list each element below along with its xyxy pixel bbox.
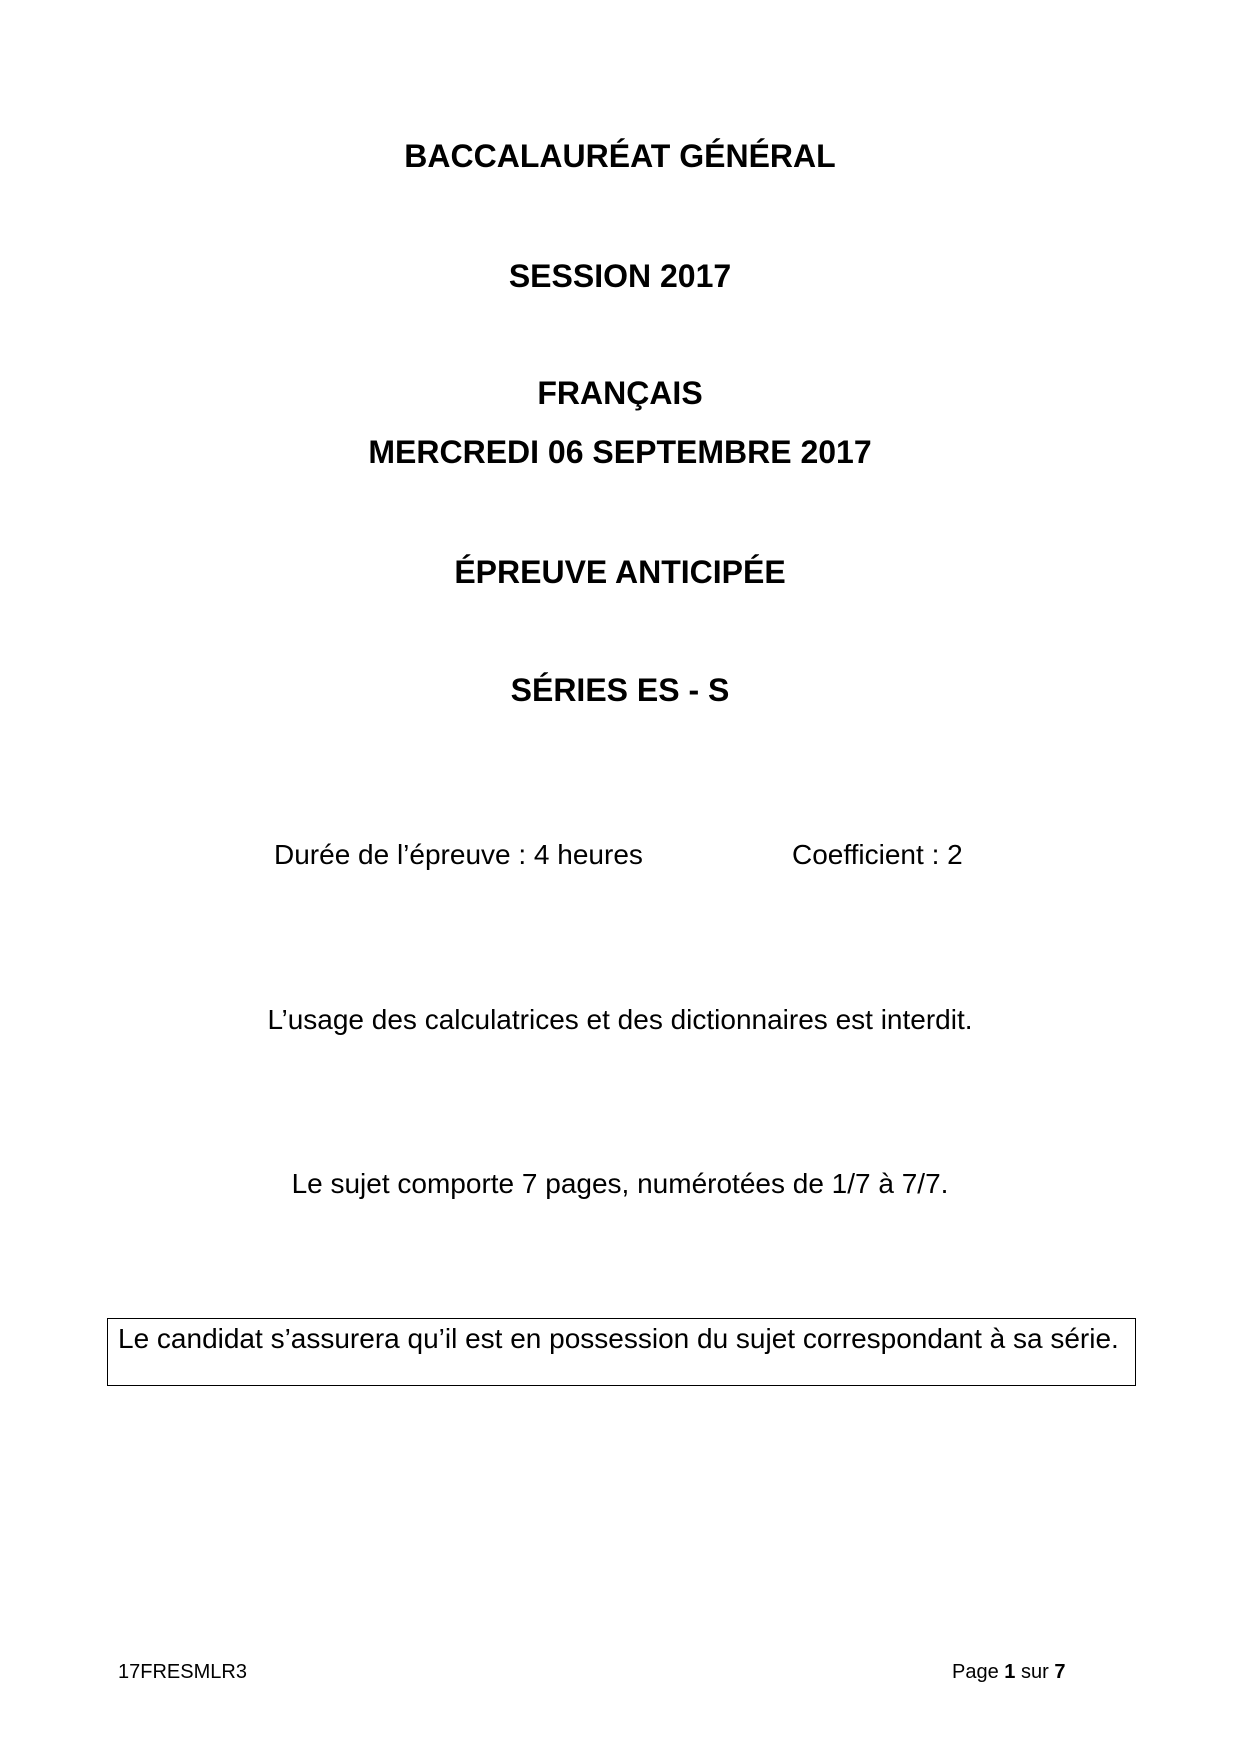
- coefficient-text: Coefficient : 2: [792, 839, 963, 870]
- page-prefix: Page: [952, 1661, 999, 1683]
- exam-type: ÉPREUVE ANTICIPÉE: [454, 554, 786, 590]
- pages-rule: Le sujet comporte 7 pages, numérotées de 1/7 à 7/7.: [291, 1168, 949, 1199]
- notice-text: Le candidat s’assurera qu’il est en possession du sujet correspondant à sa série.: [118, 1323, 1119, 1354]
- series-title: SÉRIES ES - S: [510, 672, 730, 708]
- subject-title: FRANÇAIS: [537, 375, 703, 411]
- page-separator: sur: [1020, 1661, 1049, 1683]
- duration-text: Durée de l’épreuve : 4 heures: [274, 839, 643, 870]
- document-code: 17FRESMLR3: [118, 1661, 247, 1683]
- notice-box: [107, 1318, 1136, 1386]
- exam-date: MERCREDI 06 SEPTEMBRE 2017: [368, 434, 872, 470]
- exam-title: BACCALAURÉAT GÉNÉRAL: [404, 138, 836, 174]
- usage-rule: L’usage des calculatrices et des dictionnaires est interdit.: [267, 1004, 973, 1035]
- page-current: 1: [1004, 1661, 1016, 1683]
- page-number: [952, 1660, 1065, 1684]
- page-total: 7: [1054, 1661, 1066, 1683]
- session-title: SESSION 2017: [508, 258, 732, 294]
